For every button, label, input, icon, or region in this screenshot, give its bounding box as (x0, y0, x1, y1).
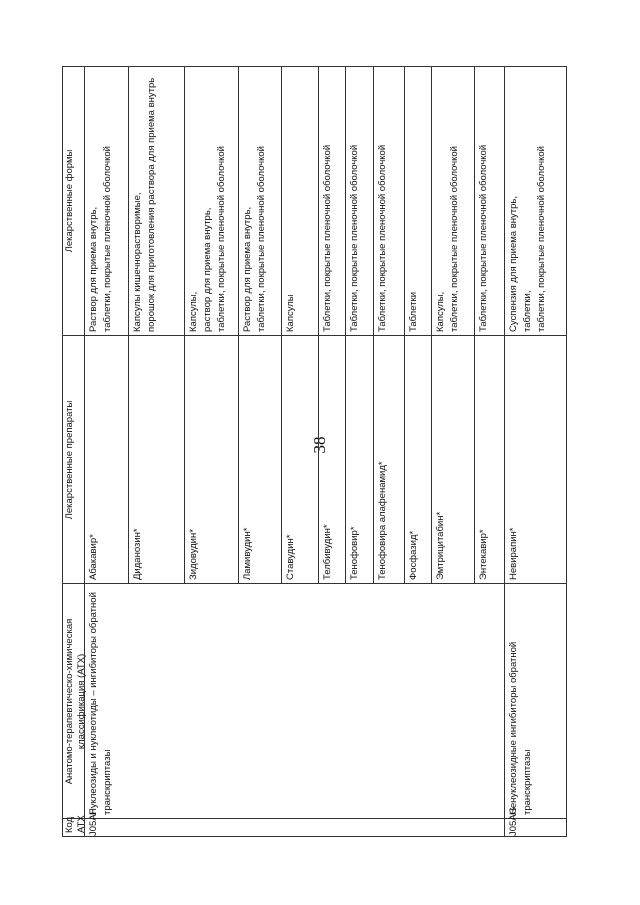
drug-name: Тенофовир* (345, 336, 373, 584)
dosage-forms: Таблетки, покрытые пленочной оболочкой (474, 66, 504, 336)
dosage-forms: Таблетки, покрытые пленочной оболочкой (373, 66, 404, 336)
atc-code: J05AG (504, 819, 555, 837)
header-class: Анатомо-терапевтическо-химическая классификация (АТХ) (64, 618, 88, 785)
drug-name: Телбивудин* (318, 336, 345, 584)
dosage-forms: Раствор для приема внутрь, таблетки, покрытые пленочной оболочкой (84, 66, 128, 336)
dosage-forms: Капсулы, таблетки, покрытые пленочной оболочкой (431, 66, 474, 336)
atc-code: J05AF (84, 819, 504, 837)
drug-name: Энтекавир* (474, 336, 504, 584)
drug-name: Фосфазид* (404, 336, 431, 584)
drug-name: Ставудин* (281, 336, 318, 584)
header-forms: Лекарственные формы (64, 149, 75, 253)
drug-name: Ламивудин* (238, 336, 281, 584)
drug-table-wrapper (62, 66, 567, 837)
dosage-forms: Таблетки (404, 66, 431, 336)
drug-name: Тенофовира алафенамид* (373, 336, 404, 584)
page-number: 38 (310, 436, 329, 454)
atc-classification: Ненуклеозидные ингибиторы обратной транскриптазы (504, 584, 555, 819)
header-drugs: Лекарственные препараты (64, 400, 75, 520)
dosage-forms: Таблетки, покрытые пленочной оболочкой (345, 66, 373, 336)
dosage-forms: Капсулы (281, 66, 318, 336)
drug-name: Эмтрицитабин* (431, 336, 474, 584)
dosage-forms: Капсулы кишечнорастворимые, порошок для приготовления раствора для приема внутрь (128, 66, 184, 336)
dosage-forms: Раствор для приема внутрь, таблетки, покрытые пленочной оболочкой (238, 66, 281, 336)
drug-name: Невирапин* (504, 336, 555, 584)
dosage-forms: Таблетки, покрытые пленочной оболочкой (318, 66, 345, 336)
header-code: Код АТХ (64, 815, 88, 833)
dosage-forms: Суспензия для приема внутрь, таблетки, таблетки, покрытые пленочной оболочкой (504, 66, 555, 336)
drug-name: Абакавир* (84, 336, 128, 584)
dosage-forms: Капсулы, раствор для приема внутрь, таблетки, покрытые пленочной оболочкой (184, 66, 238, 336)
drug-name: Диданозин* (128, 336, 184, 584)
drug-table (62, 66, 567, 837)
drug-name: Зидовудин* (184, 336, 238, 584)
atc-classification: Нуклеозиды и нуклеотиды – ингибиторы обратной транскриптазы (84, 584, 504, 819)
